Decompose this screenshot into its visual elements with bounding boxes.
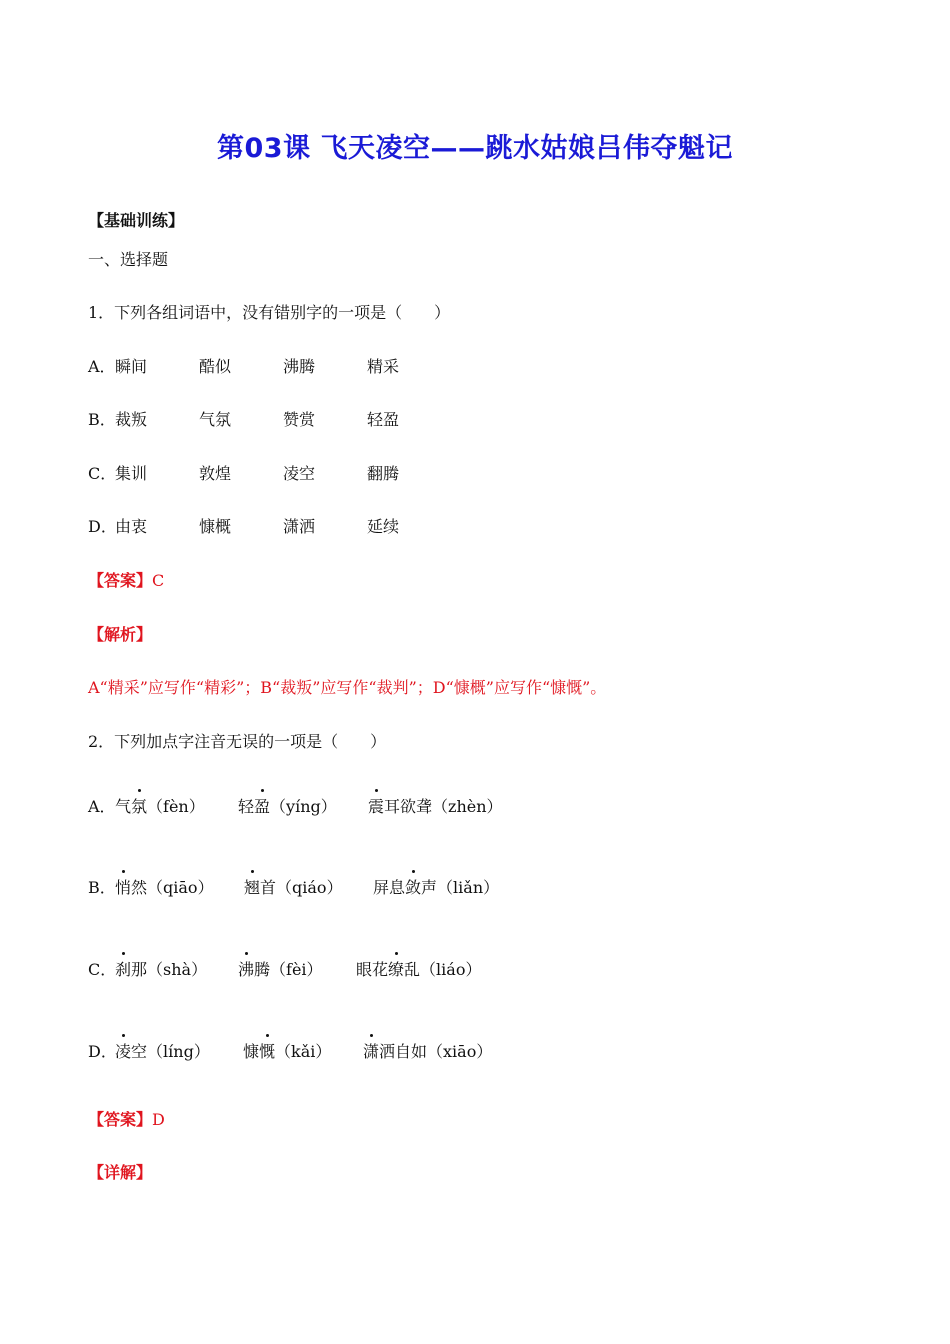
option-word: 翻腾 <box>367 464 400 483</box>
question-2-answer <box>88 1107 165 1130</box>
question-1-stem: 1．下列各组词语中，没有错别字的一项是（ ） <box>88 303 451 322</box>
question-2-detail-label: 【详解】 <box>88 1163 153 1182</box>
answer-label: 【答案】 <box>88 1110 153 1129</box>
section-heading: 【基础训练】 <box>88 211 185 230</box>
answer-value: D <box>152 1110 165 1129</box>
option-word: 延续 <box>367 517 400 536</box>
option-item: 震耳欲聋（zhèn） <box>368 794 503 817</box>
option-label: D． <box>88 517 117 536</box>
option-word: 精采 <box>367 357 400 376</box>
dotted-char: 缭 <box>388 957 404 980</box>
option-item: 潇洒自如（xiāo） <box>363 1039 492 1062</box>
option-item: 气氛（fèn） <box>115 794 205 817</box>
option-label: C． <box>88 464 117 483</box>
question-1-analysis: A“精采”应写作“精彩”；B“裁叛”应写作“裁判”；D“慷概”应写作“慷慨”。 <box>88 678 607 697</box>
option-word: 由衷 <box>115 517 148 536</box>
option-word: 沸腾 <box>283 357 316 376</box>
dotted-char: 悄 <box>115 875 131 898</box>
option-label: B． <box>88 878 116 897</box>
option-word: 敦煌 <box>199 464 232 483</box>
question-2-option-c[interactable] <box>88 957 482 980</box>
question-1-option-a[interactable] <box>88 354 400 377</box>
dotted-char: 翘 <box>244 875 260 898</box>
dotted-char: 慨 <box>259 1039 275 1062</box>
dotted-char: 凌 <box>115 1039 131 1062</box>
question-1-option-b[interactable] <box>88 407 400 430</box>
question-1-analysis-label: 【解析】 <box>88 625 153 644</box>
option-word: 轻盈 <box>367 410 400 429</box>
option-item: 慷慨（kǎi） <box>243 1039 331 1062</box>
question-1-option-d[interactable] <box>88 514 400 537</box>
option-label: C． <box>88 960 117 979</box>
dotted-char: 氛 <box>131 794 147 817</box>
question-1-answer <box>88 568 164 591</box>
option-word: 赞赏 <box>283 410 316 429</box>
option-word: 凌空 <box>283 464 316 483</box>
dotted-char: 震 <box>368 794 384 817</box>
option-item: 轻盈（yíng） <box>238 794 337 817</box>
dotted-char: 敛 <box>405 875 421 898</box>
dotted-char: 潇 <box>363 1039 379 1062</box>
option-label: A． <box>88 797 116 816</box>
option-label: B． <box>88 410 116 429</box>
option-word: 酷似 <box>199 357 232 376</box>
option-word: 潇洒 <box>283 517 316 536</box>
question-1-option-c[interactable] <box>88 461 400 484</box>
answer-value: C <box>152 571 165 590</box>
option-item: 凌空（líng） <box>115 1039 210 1062</box>
option-item: 翘首（qiáo） <box>244 875 343 898</box>
option-word: 气氛 <box>199 410 232 429</box>
part-heading: 一、选择题 <box>88 250 169 269</box>
dotted-char: 盈 <box>254 794 270 817</box>
option-item: 沸腾（fèi） <box>238 957 323 980</box>
option-word: 集训 <box>115 464 148 483</box>
question-2-option-d[interactable] <box>88 1039 493 1062</box>
question-2-option-b[interactable] <box>88 875 500 898</box>
option-item: 眼花缭乱（liáo） <box>356 957 481 980</box>
question-2-stem: 2．下列加点字注音无误的一项是（ ） <box>88 732 387 751</box>
option-label: A． <box>88 357 116 376</box>
dotted-char: 沸 <box>238 957 254 980</box>
option-word: 慷概 <box>199 517 232 536</box>
answer-label: 【答案】 <box>88 571 153 590</box>
option-item: 刹那（shà） <box>115 957 207 980</box>
option-word: 瞬间 <box>115 357 148 376</box>
option-item: 屏息敛声（liǎn） <box>373 875 499 898</box>
question-2-option-a[interactable] <box>88 794 503 817</box>
option-word: 裁叛 <box>115 410 148 429</box>
page-title: 第03课 飞天凌空——跳水姑娘吕伟夺魁记 <box>217 133 733 164</box>
dotted-char: 刹 <box>115 957 131 980</box>
option-item: 悄然（qiāo） <box>115 875 214 898</box>
option-label: D． <box>88 1042 117 1061</box>
